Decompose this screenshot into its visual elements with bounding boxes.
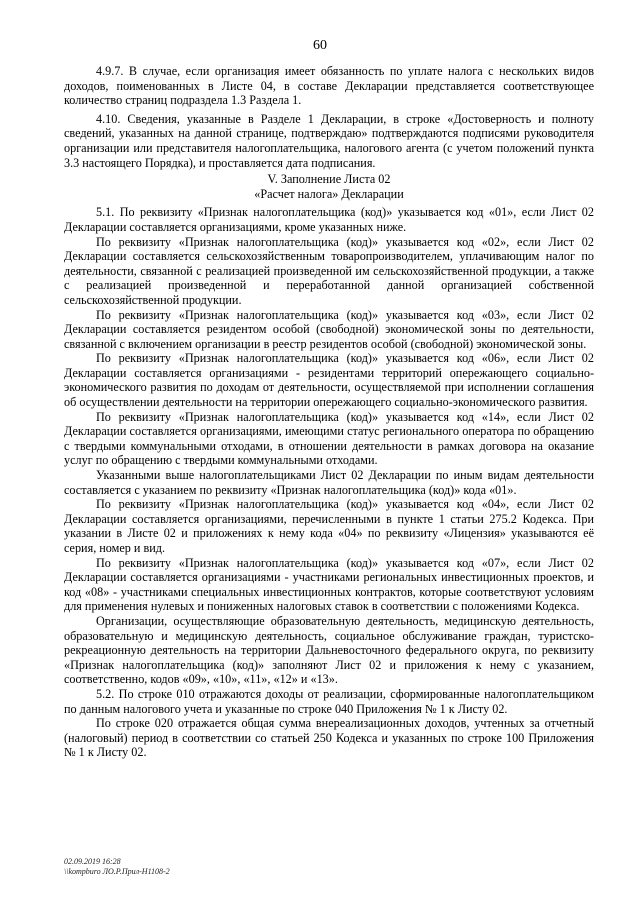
paragraph-code-07-08: По реквизиту «Признак налогоплательщика (код)» указывается код «07», если Лист 02 Декларации составляется организациями - участниками региональных инвестиционных проектов, и код «08» - участниками специальных инвестиционных контрактов, которые соответствуют условиям для применения нулевых и пониженных налоговых ставок в соответствии с положениями Кодекса. — [64, 555, 594, 614]
paragraph-5-2: 5.2. По строке 010 отражаются доходы от реализации, сформированные налогоплательщиком по данным налогового учета и указанные по строке 040 Приложения № 1 к Листу 02. — [64, 686, 594, 716]
paragraph-other-activities: Указанными выше налогоплательщиками Лист 02 Декларации по иным видам деятельности составляется с указанием по реквизиту «Признак налогоплательщика (код)» кода «01». — [64, 468, 594, 497]
paragraph-code-03: По реквизиту «Признак налогоплательщика (код)» указывается код «03», если Лист 02 Декларации составляется резидентом особой (свободной) экономической зоны по деятельности, связанной с включением организации в реестр резидентов особой (свободной) экономической зоны. — [64, 307, 594, 351]
paragraph-code-14: По реквизиту «Признак налогоплательщика (код)» указывается код «14», если Лист 02 Декларации составляется организациями, имеющими статус регионального оператора по обращению с твердыми коммунальными отходами, в отношении деятельности в рамках договора на оказание услуг по обращению с твердыми коммунальными отходами. — [64, 409, 594, 468]
paragraph-codes-09-13: Организации, осуществляющие образовательную деятельность, медицинскую деятельность, образовательную и медицинскую деятельность, социальное обслуживание граждан, туристско-рекреационную деятельность на территории Дальневосточного федерального округа, по реквизиту «Признак налогоплательщика (код)» заполняют Лист 02 и приложения к нему с указанием, соответственно, кодов «09», «10», «11», «12» и «13». — [64, 613, 594, 687]
section-heading — [64, 172, 594, 201]
paragraph-4-9-7: 4.9.7. В случае, если организация имеет обязанность по уплате налога с нескольких видов доходов, поименованных в Листе 04, в составе Декларации представляется соответствующее количество страниц подраздела 1.3 Раздела 1. — [64, 64, 594, 108]
section-subtitle: «Расчет налога» Декларации — [254, 186, 404, 201]
paragraph-code-06: По реквизиту «Признак налогоплательщика (код)» указывается код «06», если Лист 02 Декларации составляется организациями - резидентами территорий опережающего социально-экономического развития по доходам от деятельности, осуществляемой при исполнении соглашения об осуществлении деятельности на территории опережающего социально-экономического развития. — [64, 351, 594, 410]
document-body — [64, 64, 594, 760]
paragraph-5-1: 5.1. По реквизиту «Признак налогоплательщика (код)» указывается код «01», если Лист 02 Декларации составляется организациями, кроме указанных ниже. — [64, 205, 594, 234]
footer-path: \\kompburo ЛО.Р.Прил-Н1108-2 — [64, 867, 170, 876]
paragraph-code-02: По реквизиту «Признак налогоплательщика (код)» указывается код «02», если Лист 02 Декларации составляется сельскохозяйственным товаропроизводителем, уплачивающим налог по деятельности, связанной с реализацией произведенной им сельскохозяйственной продукции, а также с реализацией произведенной и переработанной данной организацией собственной сельскохозяйственной продукции. — [64, 234, 594, 307]
section-title: V. Заполнение Листа 02 — [267, 172, 391, 187]
paragraph-code-04: По реквизиту «Признак налогоплательщика (код)» указывается код «04», если Лист 02 Декларации составляется организациями, перечисленными в пункте 1 статьи 275.2 Кодекса. При указании в Листе 02 и приложениях к нему кода «04» по реквизиту «Лицензия» указываются её серия, номер и вид. — [64, 497, 594, 555]
page-number: 60 — [313, 38, 327, 53]
file-stamp — [64, 857, 170, 877]
paragraph-line-020: По строке 020 отражается общая сумма внереализационных доходов, учтенных за отчетный (налоговый) период в соответствии со статьей 250 Кодекса и указанных по строке 100 Приложения № 1 к Листу 02. — [64, 716, 594, 760]
footer-date: 02.09.2019 16:28 — [64, 857, 121, 866]
paragraph-4-10: 4.10. Сведения, указанные в Разделе 1 Декларации, в строке «Достоверность и полноту сведений, указанных на данной странице, подтверждаю» подтверждаются подписями руководителя организации или представителя налогоплательщика, налогового агента (с учетом положений пункта 3.3 настоящего Порядка), и проставляется дата подписания. — [64, 111, 594, 170]
